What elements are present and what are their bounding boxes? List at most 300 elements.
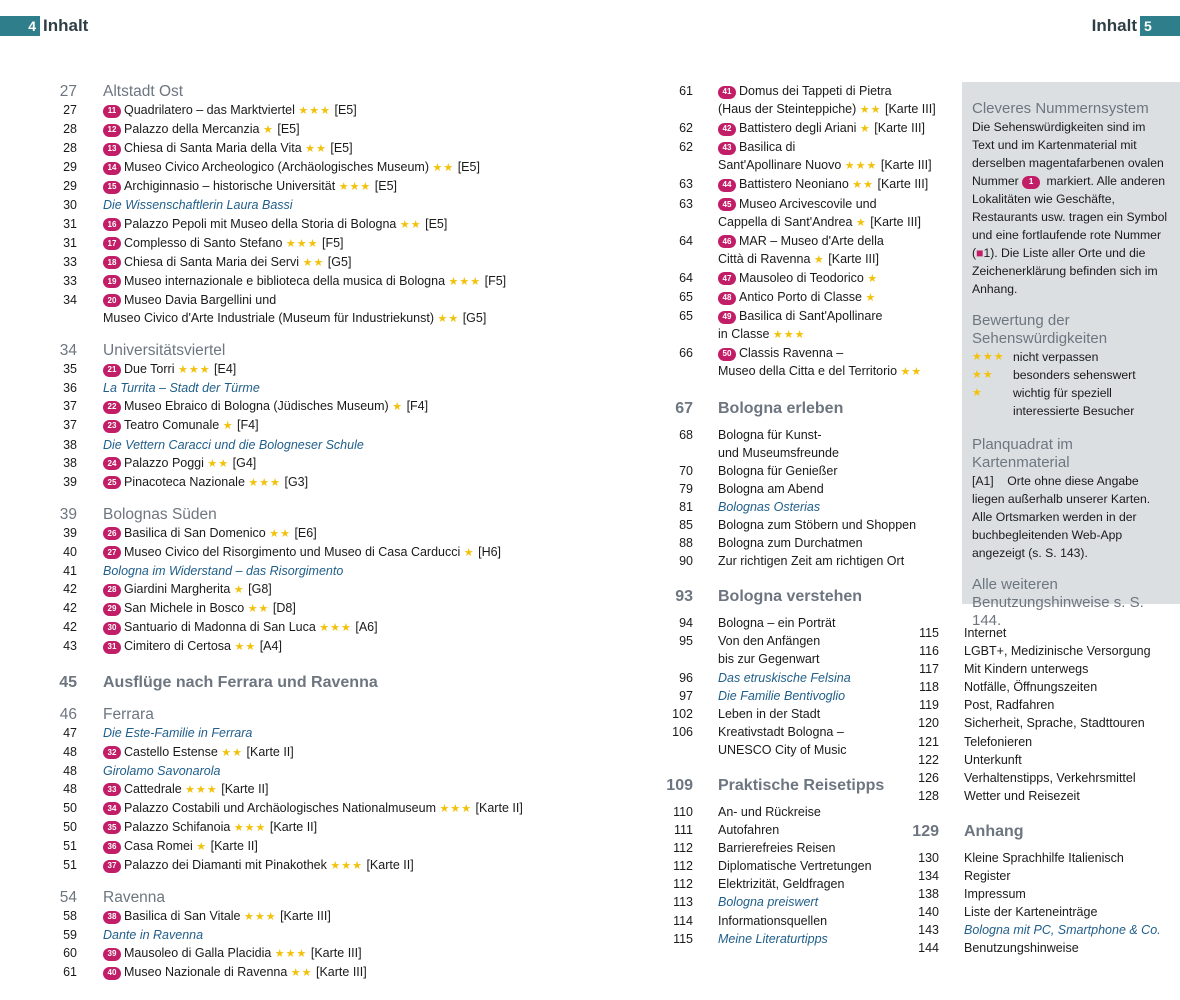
info-heading-numbering: Cleveres Nummernsystem <box>972 100 1149 117</box>
toc-page-number: 38 <box>63 455 77 470</box>
sight-number-badge: 44 <box>718 179 736 192</box>
toc-entry-text: Bologna verstehen <box>718 588 863 606</box>
sight-number-badge: 28 <box>103 584 121 597</box>
toc-page-number: 115 <box>673 931 693 946</box>
toc-entry <box>655 213 950 232</box>
rating-stars-icon: ★ <box>196 841 208 853</box>
toc-entry <box>40 944 585 963</box>
map-reference: [E5] <box>374 179 398 194</box>
toc-entry <box>40 637 585 656</box>
rating-stars-icon: ★★ <box>432 162 455 175</box>
toc-entry-text: 23 Teatro Comunale ★ [F4] <box>103 416 585 435</box>
toc-entry <box>655 325 950 344</box>
toc-entry-text: Impressum <box>964 887 1026 902</box>
map-reference: [Karte II] <box>366 858 414 873</box>
toc-page-number: 134 <box>918 869 939 884</box>
toc-entry <box>905 678 1155 696</box>
toc-entry-text: 24 Palazzo Poggi ★★ [G4] <box>103 454 585 473</box>
sight-number-badge: 39 <box>103 948 121 961</box>
rating-stars-icon: ★★ <box>399 218 422 231</box>
toc-page-number: 64 <box>679 233 693 248</box>
toc-section-heading <box>905 822 1155 841</box>
map-reference: [Karte III] <box>870 214 921 229</box>
toc-page-number: 96 <box>679 670 693 685</box>
toc-page-number: 50 <box>63 819 77 834</box>
map-reference: [F5] <box>322 235 344 250</box>
toc-entry-text: 43 Basilica di <box>718 138 950 156</box>
left-page-header <box>0 16 88 36</box>
sight-number-badge: 24 <box>103 457 121 470</box>
toc-entry <box>655 156 950 175</box>
toc-entry-text: 26 Basilica di San Domenico ★★ [E6] <box>103 524 585 543</box>
toc-page-number: 41 <box>63 563 77 578</box>
toc-page-number: 94 <box>679 616 693 631</box>
toc-page-number: 120 <box>918 716 939 731</box>
toc-entry-text: 32 Castello Estense ★★ [Karte II] <box>103 743 585 762</box>
rating-stars-icon: ★★★ <box>338 181 372 194</box>
toc-entry <box>655 444 950 462</box>
rating-stars-icon: ★★ <box>437 313 460 326</box>
toc-entry-text: und Museumsfreunde <box>718 445 839 460</box>
toc-entry-text: Museo Civico d'Arte Industriale (Museum für Industriekunst) ★★ [G5] <box>103 311 487 326</box>
toc-entry <box>40 562 585 580</box>
toc-page-number: 70 <box>679 463 693 478</box>
legend-text: wichtig für speziell interessierte Besucher <box>1013 386 1135 418</box>
rating-stars-icon: ★★★ <box>772 329 806 342</box>
toc-entry-text: 21 Due Torri ★★★ [E4] <box>103 360 585 379</box>
toc-entry-text: (Haus der Steinteppiche) ★★ [Karte III] <box>718 102 936 117</box>
toc-entry <box>40 780 585 799</box>
map-reference: [E5] <box>457 160 480 175</box>
toc-entry <box>905 885 1155 903</box>
rating-stars-icon: ★★★ <box>248 476 281 489</box>
toc-entry <box>905 751 1155 769</box>
toc-entry <box>655 307 950 325</box>
sight-number-badge: 13 <box>103 143 121 156</box>
toc-page-number: 27 <box>63 103 77 117</box>
rating-stars-icon: ★★★ <box>244 911 277 924</box>
toc-entry <box>655 119 950 138</box>
toc-entry <box>40 309 585 328</box>
sight-number-badge: 25 <box>103 476 121 489</box>
toc-page-number: 46 <box>59 706 77 724</box>
toc-entry <box>905 903 1155 921</box>
rating-stars-icon: ★★ <box>852 179 875 192</box>
info-text: 1 <box>983 246 991 260</box>
sight-number-badge: 27 <box>103 546 121 559</box>
toc-page-number <box>40 309 103 328</box>
toc-page-number: 61 <box>679 84 693 98</box>
toc-page-number <box>655 362 718 381</box>
toc-entry <box>905 696 1155 714</box>
toc-entry-text: Dante in Ravenna <box>103 928 204 943</box>
toc-entry-text: Notfälle, Öffnungszeiten <box>964 680 1098 695</box>
toc-page-number <box>655 325 718 344</box>
sight-number-badge: 43 <box>718 142 736 155</box>
toc-entry-text: Wetter und Reisezeit <box>964 788 1080 803</box>
toc-entry <box>905 714 1155 732</box>
toc-page-number: 126 <box>918 770 939 785</box>
toc-page-number <box>655 213 718 232</box>
map-reference: [A6] <box>355 620 378 635</box>
toc-entry <box>655 195 950 213</box>
toc-page-number: 50 <box>63 800 77 815</box>
toc-page-number: 128 <box>918 788 939 803</box>
toc-page-number: 33 <box>63 273 77 288</box>
toc-page-number: 116 <box>919 644 939 659</box>
map-reference: [Karte III] <box>828 251 879 266</box>
rating-stars-icon: ★★★ <box>844 160 878 173</box>
rating-stars-icon: ★★ <box>221 746 244 759</box>
toc-entry <box>40 272 585 291</box>
toc-entry-text: Die Este-Familie in Ferrara <box>103 726 253 741</box>
right-page-title: Inhalt <box>1091 16 1137 35</box>
toc-entry-text: Unterkunft <box>964 752 1022 767</box>
info-para-numbering <box>972 118 1170 298</box>
toc-page-number: 88 <box>679 536 693 551</box>
toc-entry-text: 46 MAR – Museo d'Arte della <box>718 232 950 250</box>
toc-entry <box>40 618 585 637</box>
toc-entry-text: Verhaltenstipps, Verkehrsmittel <box>964 770 1136 785</box>
toc-entry <box>655 269 950 288</box>
sight-number-badge: 19 <box>103 275 121 288</box>
toc-page-number: 140 <box>918 905 939 920</box>
toc-entry-text: An- und Rückreise <box>718 805 821 819</box>
toc-entry-text: Telefonieren <box>964 734 1033 749</box>
map-reference: [E4] <box>214 362 237 377</box>
toc-entry-text: Kleine Sprachhilfe Italienisch <box>964 850 1124 865</box>
toc-entry <box>905 867 1155 885</box>
toc-page-number: 121 <box>918 734 939 749</box>
sight-number-badge: 48 <box>718 292 736 305</box>
legend-text: nicht verpassen <box>1013 350 1099 364</box>
toc-entry-text: 25 Pinacoteca Nazionale ★★★ [G3] <box>103 473 585 492</box>
map-reference: [Karte III] <box>316 965 367 980</box>
toc-entry <box>40 799 585 818</box>
toc-entry-text: 12 Palazzo della Mercanzia ★ [E5] <box>103 120 585 139</box>
toc-entry-text: bis zur Gegenwart <box>718 652 820 667</box>
toc-page-number: 51 <box>63 839 77 853</box>
map-reference: [Karte III] <box>880 158 932 173</box>
toc-entry <box>655 100 950 119</box>
sight-number-badge: 14 <box>103 162 121 175</box>
sight-number-badge: 38 <box>103 911 121 924</box>
toc-right-column <box>905 624 1161 958</box>
toc-page-number: 48 <box>63 744 77 759</box>
toc-page-number: 39 <box>63 525 77 540</box>
sight-number-badge: 35 <box>103 821 121 834</box>
rating-stars-icon: ★★★ <box>274 948 308 961</box>
toc-page-number: 37 <box>63 418 77 433</box>
map-reference: [Karte III] <box>280 909 331 924</box>
toc-entry-text: 45 Museo Arcivescovile und <box>718 195 950 213</box>
toc-entry-text: Bologna preiswert <box>718 895 819 910</box>
toc-entry <box>40 215 585 234</box>
toc-page-number <box>655 156 718 175</box>
info-box <box>962 82 1180 629</box>
toc-entry-text: Diplomatische Vertretungen <box>718 859 872 874</box>
toc-entry-text: Città di Ravenna ★ [Karte III] <box>718 251 879 266</box>
toc-page-number: 45 <box>59 674 77 692</box>
map-reference: [G4] <box>232 455 257 470</box>
toc-page-number: 31 <box>63 216 77 231</box>
sight-number-badge: 40 <box>103 967 121 980</box>
toc-entry-text: 19 Museo internazionale e biblioteca della musica di Bologna ★★★ [F5] <box>103 272 585 291</box>
sight-number-badge: 20 <box>103 294 121 307</box>
rating-stars-icon: ★ <box>972 387 983 399</box>
rating-stars-icon: ★ <box>233 584 245 597</box>
rating-stars-icon: ★★★ <box>319 622 352 635</box>
toc-page-number: 112 <box>673 877 693 892</box>
toc-entry <box>40 473 585 492</box>
map-reference: [E5] <box>334 103 357 117</box>
toc-entry <box>905 787 1155 805</box>
toc-entry-text: Praktische Reisetipps <box>718 777 885 794</box>
toc-page-number: 61 <box>63 965 77 980</box>
toc-page-number: 59 <box>63 928 77 943</box>
toc-entry <box>40 158 585 177</box>
rating-stars-icon: ★ <box>222 420 234 433</box>
toc-entry <box>655 232 950 250</box>
rating-stars-icon: ★ <box>859 123 871 136</box>
toc-page-number: 34 <box>59 342 77 360</box>
rating-stars-icon: ★ <box>813 253 825 266</box>
toc-entry <box>905 769 1155 787</box>
toc-left-column <box>40 82 585 983</box>
toc-entry-text: 38 Basilica di San Vitale ★★★ [Karte III] <box>103 907 585 926</box>
map-reference: [E5] <box>330 141 353 156</box>
toc-entry-text: Mit Kindern unterwegs <box>964 662 1089 677</box>
rating-stars-icon: ★★ <box>290 967 313 980</box>
info-para-grid <box>972 472 1170 562</box>
toc-page-number: 36 <box>63 381 77 396</box>
toc-entry-text: Die Wissenschaftlerin Laura Bassi <box>103 198 293 213</box>
toc-entry <box>40 454 585 473</box>
toc-entry-text: Meine Literaturtipps <box>718 931 828 946</box>
toc-entry-text: 22 Museo Ebraico di Bologna (Jüdisches Museum) ★ [F4] <box>103 397 585 416</box>
toc-entry <box>40 234 585 253</box>
toc-page-number: 112 <box>673 859 693 874</box>
toc-page-number: 48 <box>63 781 77 796</box>
toc-page-number: 34 <box>63 292 77 307</box>
toc-entry-text: Bologna für Kunst- <box>718 427 822 442</box>
toc-page-number: 28 <box>63 122 77 137</box>
rating-stars-icon: ★★★ <box>439 802 473 815</box>
toc-page-number: 42 <box>63 620 77 635</box>
map-reference: [Karte III] <box>310 946 362 961</box>
toc-page-number: 97 <box>679 688 693 703</box>
toc-entry-text: Bolognas Osterias <box>718 499 821 514</box>
toc-entry-text: Bologna am Abend <box>718 481 824 496</box>
toc-entry-text: 36 Casa Romei ★ [Karte II] <box>103 837 585 856</box>
toc-page-number: 67 <box>675 399 693 417</box>
toc-page-number: 130 <box>918 850 939 865</box>
map-reference: [Karte III] <box>877 177 929 192</box>
toc-entry-text: 31 Cimitero di Certosa ★★ [A4] <box>103 637 585 656</box>
toc-entry-text: Kreativstadt Bologna – <box>718 724 844 739</box>
map-reference: [Karte II] <box>475 800 523 815</box>
toc-entry-text: 35 Palazzo Schifanoia ★★★ [Karte II] <box>103 818 585 837</box>
toc-entry-text: 39 Mausoleo di Galla Placidia ★★★ [Karte III] <box>103 944 585 963</box>
toc-page-number: 42 <box>63 582 77 597</box>
toc-entry <box>40 599 585 618</box>
toc-page-number: 109 <box>666 777 693 794</box>
toc-page-number: 48 <box>63 763 77 778</box>
toc-entry-text: Die Familie Bentivoglio <box>718 688 846 703</box>
toc-entry-text: Bologna für Genießer <box>718 463 838 478</box>
sight-number-badge: 22 <box>103 401 121 414</box>
rating-stars-icon: ★ <box>392 401 404 414</box>
sight-number-badge: 36 <box>103 841 121 854</box>
info-heading-grid: Planquadrat im Kartenmaterial <box>972 436 1073 471</box>
toc-page-number: 106 <box>672 724 693 739</box>
toc-entry-text: Leben in der Stadt <box>718 706 821 721</box>
rating-stars-icon: ★★★ <box>285 237 319 250</box>
rating-stars-icon: ★★ <box>234 641 257 654</box>
map-reference: [Karte III] <box>884 102 936 117</box>
toc-page-number: 65 <box>679 309 693 324</box>
toc-entry-text: Ferrara <box>103 706 154 724</box>
sight-number-badge: 11 <box>103 105 121 118</box>
map-reference: [G5] <box>327 254 352 269</box>
sight-number-badge: 16 <box>103 218 121 231</box>
toc-entry-text: Bologna zum Durchatmen <box>718 536 863 551</box>
legend-row <box>972 348 1170 366</box>
rating-stars-icon: ★ <box>262 124 274 137</box>
toc-entry-text: 44 Battistero Neoniano ★★ [Karte III] <box>718 175 950 194</box>
toc-page-number: 138 <box>918 887 939 902</box>
toc-page-number <box>655 444 718 462</box>
toc-entry-text: Bologna zum Stöbern und Shoppen <box>718 517 917 532</box>
toc-entry-text: Informationsquellen <box>718 913 828 928</box>
toc-entry <box>655 462 950 480</box>
toc-page-number: 110 <box>673 805 693 819</box>
map-reference: [D8] <box>272 601 296 616</box>
toc-entry-text: 20 Museo Davia Bargellini und <box>103 291 585 309</box>
toc-page-number: 51 <box>63 858 77 873</box>
rating-stars-icon: ★★ <box>207 457 230 470</box>
toc-entry-text: Ravenna <box>103 889 166 907</box>
toc-page-number: 63 <box>679 177 693 192</box>
lock-icon: ■ <box>976 246 984 260</box>
toc-entry <box>40 291 585 309</box>
toc-entry-text: Bolognas Süden <box>103 505 217 523</box>
rating-stars-icon: ★★★ <box>330 860 363 873</box>
toc-entry <box>40 436 585 454</box>
toc-entry <box>40 743 585 762</box>
toc-page-number: 58 <box>63 909 77 924</box>
map-reference: [G5] <box>462 311 487 326</box>
toc-page-number: 63 <box>679 196 693 211</box>
map-reference: [F4] <box>237 418 259 433</box>
toc-page-number: 79 <box>679 481 693 496</box>
toc-page-number: 129 <box>912 822 939 840</box>
legend-row <box>972 384 1170 420</box>
sight-number-badge: 30 <box>103 622 121 635</box>
toc-entry-text: Das etruskische Felsina <box>718 670 851 685</box>
sight-number-badge: 42 <box>718 123 736 136</box>
rating-stars-icon: ★ <box>867 272 879 285</box>
toc-entry-text: Internet <box>964 626 1007 640</box>
toc-entry-text: Von den Anfängen <box>718 634 821 649</box>
toc-entry <box>40 196 585 214</box>
toc-entry <box>40 253 585 272</box>
map-reference: [Karte II] <box>246 744 294 759</box>
toc-page-number: 117 <box>919 662 939 677</box>
rating-stars-icon: ★ <box>865 292 877 305</box>
toc-entry-text: 18 Chiesa di Santa Maria dei Servi ★★ [G5] <box>103 253 585 272</box>
toc-entry-text: Ausflüge nach Ferrara und Ravenna <box>103 674 378 692</box>
toc-page-number: 68 <box>679 427 693 442</box>
toc-page-number: 102 <box>672 706 693 721</box>
toc-entry <box>40 762 585 780</box>
map-reference: [Karte II] <box>221 781 269 796</box>
toc-entry <box>40 543 585 562</box>
toc-entry-text: Altstadt Ost <box>103 83 184 100</box>
toc-page-number <box>655 650 718 668</box>
map-reference: [H6] <box>478 544 502 559</box>
toc-entry <box>40 580 585 599</box>
toc-page-number: 54 <box>59 889 77 907</box>
toc-page-number: 114 <box>673 913 693 928</box>
toc-entry-text: 34 Palazzo Costabili und Archäologisches Nationalmuseum ★★★ [Karte II] <box>103 799 585 818</box>
toc-entry-text: 14 Museo Civico Archeologico (Archäologisches Museum) ★★ [E5] <box>103 158 585 177</box>
map-reference: [G3] <box>284 474 309 489</box>
sight-number-badge: 46 <box>718 235 736 248</box>
toc-entry-text: 29 San Michele in Bosco ★★ [D8] <box>103 599 585 618</box>
toc-page-number: 143 <box>918 923 939 938</box>
toc-entry <box>655 534 950 552</box>
toc-page-number: 30 <box>63 198 77 213</box>
toc-page-number: 93 <box>675 588 693 606</box>
toc-page-number: 37 <box>63 399 77 414</box>
toc-section-heading <box>40 673 585 692</box>
rating-stars-icon: ★★★ <box>233 821 267 834</box>
toc-entry-text: Sant'Apollinare Nuovo ★★★ [Karte III] <box>718 158 932 173</box>
toc-entry <box>655 498 950 516</box>
map-reference: [E5] <box>425 216 448 231</box>
rating-stars-icon: ★★★ <box>185 783 218 796</box>
toc-entry <box>905 939 1155 957</box>
rating-stars-icon: ★★ <box>247 603 270 616</box>
toc-page-number: 118 <box>919 680 939 695</box>
toc-page-number <box>655 250 718 269</box>
toc-entry <box>655 288 950 307</box>
sight-number-badge: 41 <box>718 86 736 99</box>
toc-entry <box>905 642 1155 660</box>
toc-page-number: 65 <box>679 290 693 305</box>
toc-section-heading <box>40 888 585 907</box>
sight-number-badge: 49 <box>718 311 736 324</box>
toc-entry <box>40 101 585 120</box>
map-reference: [E5] <box>277 122 300 137</box>
toc-entry-text: 27 Museo Civico del Risorgimento und Museo di Casa Carducci ★ [H6] <box>103 543 585 562</box>
toc-section-heading <box>40 82 585 101</box>
toc-entry <box>655 250 950 269</box>
toc-page-number: 66 <box>679 346 693 361</box>
toc-page-number: 35 <box>63 362 77 377</box>
rating-stars-icon: ★★ <box>972 369 994 381</box>
toc-page-number: 38 <box>63 437 77 452</box>
toc-page-number: 112 <box>673 841 693 856</box>
toc-entry-text: 13 Chiesa di Santa Maria della Vita ★★ [E5] <box>103 139 585 158</box>
toc-entry <box>40 360 585 379</box>
toc-entry-text: Post, Radfahren <box>964 698 1055 713</box>
map-reference: [F4] <box>406 399 429 414</box>
map-reference: [F5] <box>484 273 507 288</box>
sight-number-badge: 21 <box>103 364 121 377</box>
toc-entry <box>655 344 950 362</box>
